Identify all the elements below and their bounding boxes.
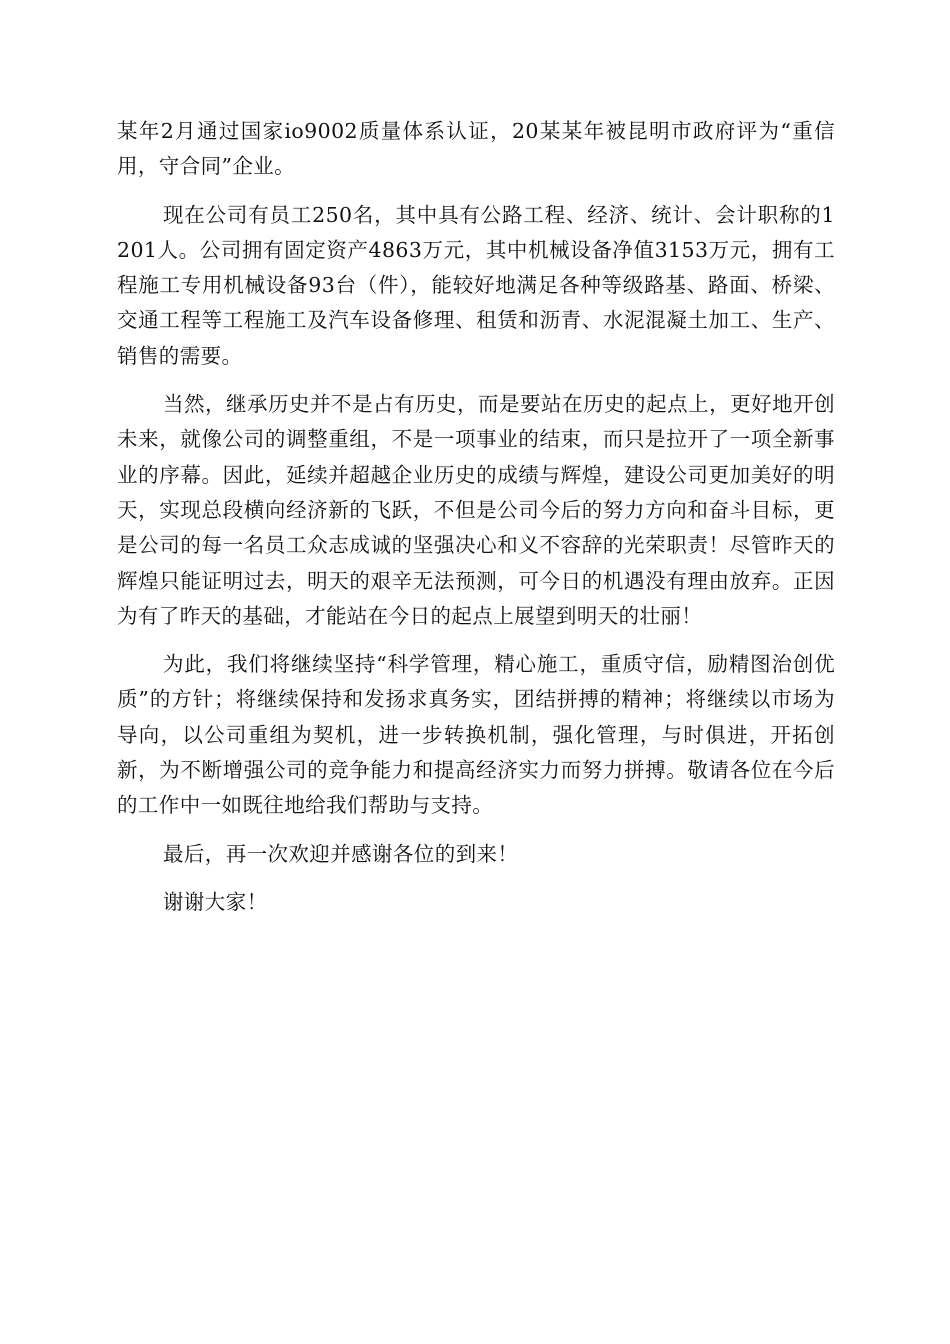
paragraph-certification: 某年2月通过国家io9002质量体系认证，20某某年被昆明市政府评为“重信用，守合同”企业。: [117, 119, 835, 179]
paragraph-history-future: 当然，继承历史并不是占有历史，而是要站在历史的起点上，更好地开创未来，就像公司的调整重组，不是一项事业的结束，而只是拉开了一项全新事业的序幕。因此，延续并超越企业历史的成绩与辉煌，建设公司更加美好的明天，实现总段横向经济新的飞跃，不但是公司今后的努力方向和奋斗目标，更是公司的每一名员工众志成诚的坚强决心和义不容辞的光荣职责！尽管昨天的辉煌只能证明过去，明天的艰辛无法预测，可今日的机遇没有理由放弃。正因为有了昨天的基础，才能站在今日的起点上展望到明天的壮丽！: [117, 392, 835, 628]
paragraph-commitment: 为此，我们将继续坚持“科学管理，精心施工，重质守信，励精图治创优质”的方针；将继续保持和发扬求真务实，团结拼搏的精神；将继续以市场为导向，以公司重组为契机，进一步转换机制，强化管理，与时俱进，开拓创新，为不断增强公司的竞争能力和提高经济实力而努力拼搏。敬请各位在今后的工作中一如既往地给我们帮助与支持。: [117, 652, 835, 818]
paragraph-company-overview: 现在公司有员工250名，其中具有公路工程、经济、统计、会计职称的1201人。公司拥有固定资产4863万元，其中机械设备净值3153万元，拥有工程施工专用机械设备93台（件），能较好地满足各种等级路基、路面、桥梁、交通工程等工程施工及汽车设备修理、租赁和沥青、水泥混凝土加工、生产、销售的需要。: [117, 202, 835, 368]
document-body: [117, 114, 835, 933]
paragraph-closing-thanks: 最后，再一次欢迎并感谢各位的到来！: [163, 841, 519, 866]
paragraph-final-thanks: 谢谢大家！: [163, 889, 268, 914]
